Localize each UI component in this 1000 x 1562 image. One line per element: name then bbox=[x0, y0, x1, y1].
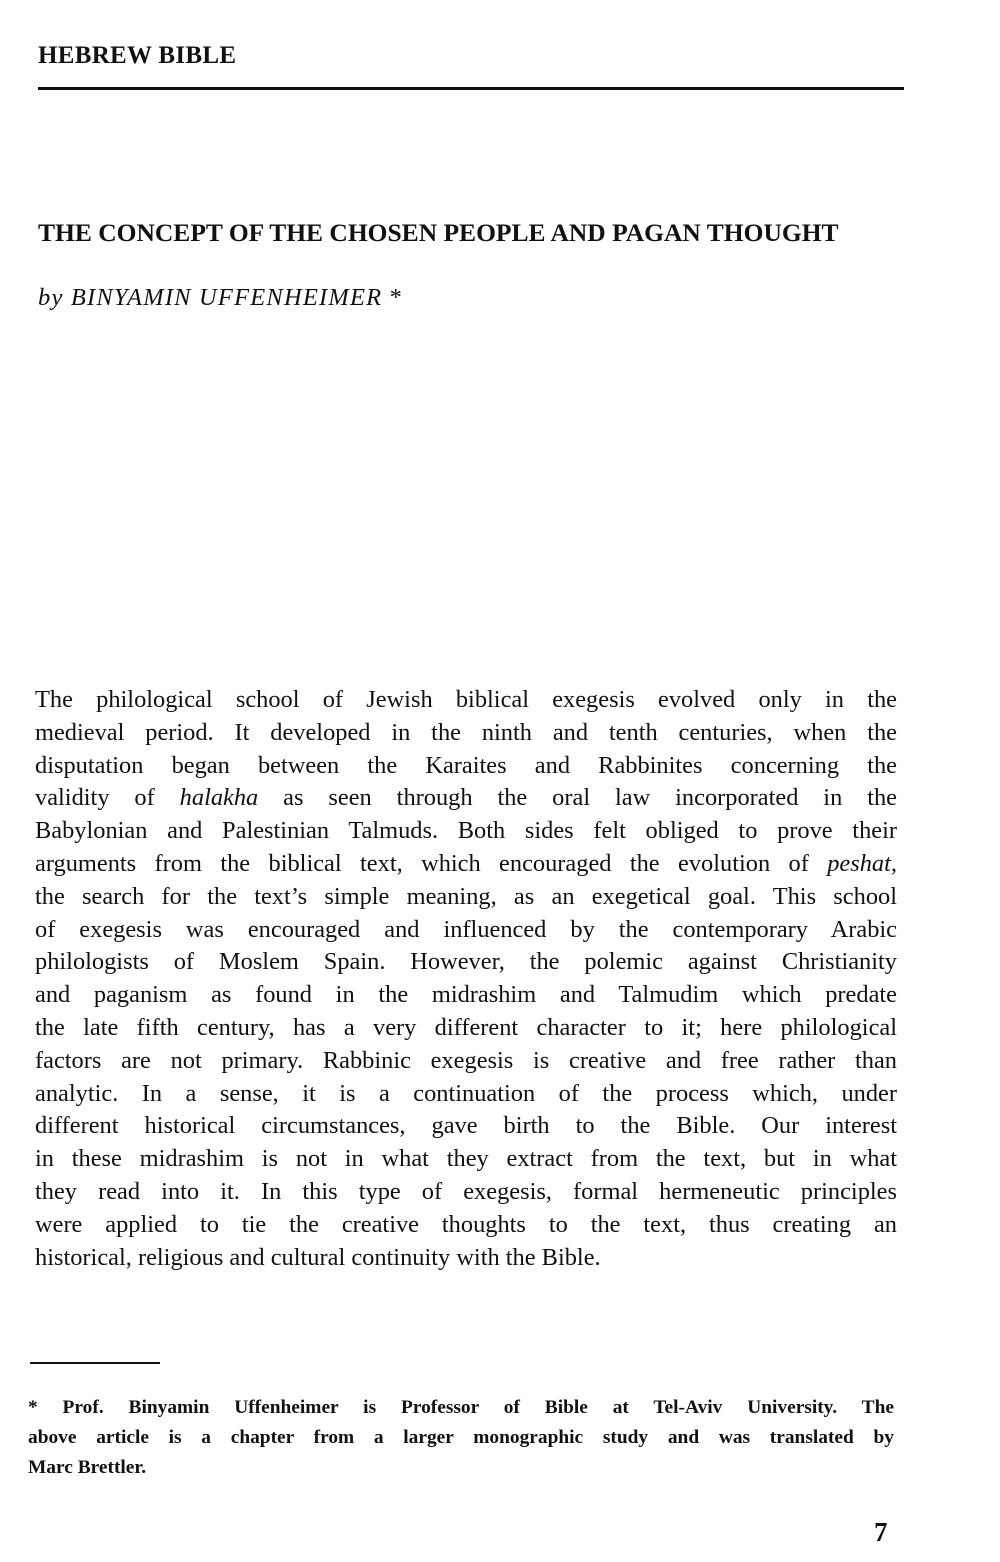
body-line: they read into it. In this type of exegesis, formal hermeneutic principles bbox=[35, 1177, 897, 1205]
body-text-run: validity of bbox=[35, 784, 180, 812]
body-line: were applied to tie the creative thoughts to the text, thus creating an bbox=[35, 1210, 897, 1238]
body-line: of exegesis was encouraged and influenced by the contemporary Arabic bbox=[35, 915, 897, 943]
byline bbox=[38, 284, 403, 312]
italic-term-halakha: halakha bbox=[179, 784, 259, 812]
footnote-line: Marc Brettler. bbox=[28, 1457, 147, 1478]
italic-term-peshat: peshat, bbox=[827, 849, 897, 877]
section-header: HEBREW BIBLE bbox=[38, 42, 237, 69]
body-line: The philological school of Jewish biblical exegesis evolved only in the bbox=[35, 686, 897, 713]
body-line: different historical circumstances, gave birth to the Bible. Our interest bbox=[35, 1112, 897, 1140]
body-text-run: as seen through the oral law incorporated in the bbox=[258, 784, 897, 812]
footnote-rule bbox=[30, 1362, 160, 1364]
footnote bbox=[28, 1393, 894, 1483]
byline-prefix: by bbox=[38, 284, 64, 311]
body-line: the late fifth century, has a very different character to it; here philological bbox=[35, 1013, 897, 1041]
body-line: medieval period. It developed in the ninth and tenth centuries, when the bbox=[35, 718, 897, 746]
header-rule bbox=[38, 87, 904, 90]
body-line bbox=[35, 782, 897, 815]
body-line: in these midrashim is not in what they extract from the text, but in what bbox=[35, 1145, 897, 1173]
body-line: the search for the text’s simple meaning, as an exegetical goal. This school bbox=[35, 882, 897, 910]
body-line: disputation began between the Karaites and Rabbinites concerning the bbox=[35, 751, 897, 779]
body-line: Babylonian and Palestinian Talmuds. Both sides felt obliged to prove their bbox=[35, 817, 897, 845]
page-number: 7 bbox=[874, 1517, 888, 1547]
article-title: THE CONCEPT OF THE CHOSEN PEOPLE AND PAGAN THOUGHT bbox=[38, 218, 839, 247]
footnote-line: above article is a chapter from a larger monographic study and was translated by bbox=[28, 1427, 894, 1448]
author-name: BINYAMIN UFFENHEIMER bbox=[70, 284, 383, 311]
body-line bbox=[35, 848, 897, 881]
body-line: philologists of Moslem Spain. However, the polemic against Christianity bbox=[35, 948, 897, 976]
body-text-run: arguments from the biblical text, which encouraged the evolution of bbox=[35, 849, 828, 877]
body-line: factors are not primary. Rabbinic exegesis is creative and free rather than bbox=[35, 1046, 897, 1074]
body-text bbox=[35, 684, 897, 1274]
footnote-line: * Prof. Binyamin Uffenheimer is Professor of Bible at Tel-Aviv University. The bbox=[28, 1397, 894, 1418]
author-footnote-marker: * bbox=[389, 284, 404, 311]
body-line: analytic. In a sense, it is a continuation of the process which, under bbox=[35, 1079, 897, 1107]
body-line: and paganism as found in the midrashim and Talmudim which predate bbox=[35, 981, 897, 1009]
body-line: historical, religious and cultural continuity with the Bible. bbox=[35, 1243, 601, 1271]
